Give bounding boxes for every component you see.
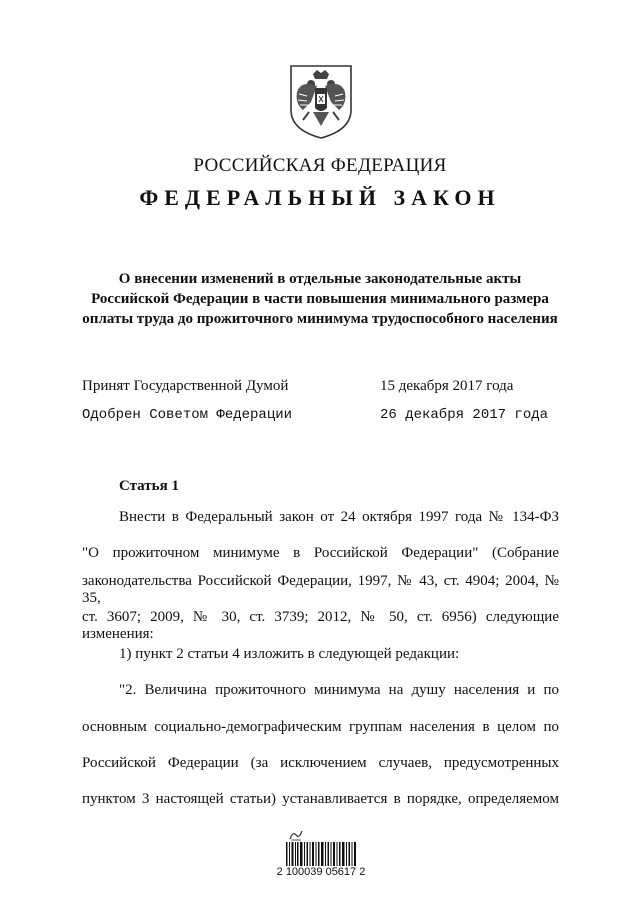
article-line: Внести в Федеральный закон от 24 октября 1997 года № 134-ФЗ	[119, 509, 559, 525]
approved-by-council-label: Одобрен Советом Федерации	[82, 407, 293, 423]
article-line: законодательства Российской Федерации, 1997, № 43, ст. 4904; 2004, № 35,	[82, 573, 559, 606]
law-title-line: оплаты труда до прожиточного минимума трудоспособного населения	[82, 311, 558, 327]
document-type-heading: ФЕДЕРАЛЬНЫЙ ЗАКОН	[139, 185, 501, 210]
article-heading: Статья 1	[119, 478, 179, 494]
adopted-by-duma-date: 15 декабря 2017 года	[380, 378, 514, 394]
law-title-line: О внесении изменений в отдельные законодательные акты	[118, 271, 522, 287]
article-line: 1) пункт 2 статьи 4 изложить в следующей редакции:	[119, 646, 460, 662]
article-line: "О прожиточном минимуме в Российской Федерации" (Собрание	[82, 545, 559, 561]
law-title-line: Российской Федерации в части повышения минимального размера	[91, 291, 549, 307]
barcode-number: 2 100039 05617 2	[276, 866, 366, 878]
article-line: пунктом 3 настоящей статьи) устанавливается в порядке, определяемом	[82, 791, 559, 807]
law-title	[60, 269, 580, 329]
registration-mark-icon	[289, 829, 303, 841]
article-line: "2. Величина прожиточного минимума на душу населения и по	[119, 682, 559, 698]
article-line: ст. 3607; 2009, № 30, ст. 3739; 2012, № 50, ст. 6956) следующие изменения:	[82, 609, 559, 642]
country-heading: РОССИЙСКАЯ ФЕДЕРАЦИЯ	[193, 155, 447, 176]
approved-by-council-date: 26 декабря 2017 года	[380, 407, 549, 423]
russian-coat-of-arms-icon	[287, 64, 355, 140]
article-line: основным социально-демографическим группам населения в целом по	[82, 719, 559, 735]
article-line: Российской Федерации (за исключением случаев, предусмотренных	[82, 755, 559, 771]
barcode-icon	[286, 842, 356, 866]
adopted-by-duma-label: Принят Государственной Думой	[82, 378, 289, 394]
